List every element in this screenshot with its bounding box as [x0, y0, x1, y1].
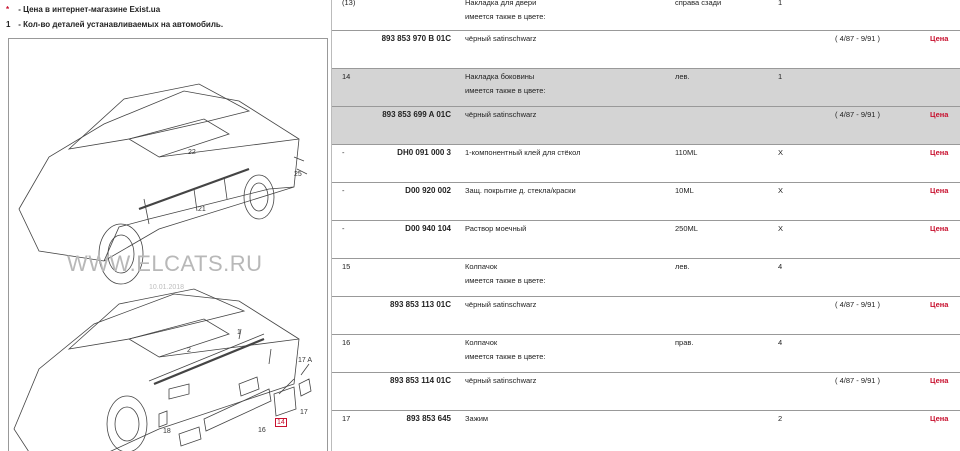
quantity-cell: X — [778, 148, 784, 157]
position-cell: 14 — [342, 72, 351, 81]
position-cell: 15 — [342, 262, 351, 271]
table-row[interactable] — [332, 259, 960, 297]
price-link[interactable]: Цена — [930, 300, 949, 309]
side-cell: лев. — [675, 262, 690, 271]
color-note-cell: имеется также в цвете: — [465, 276, 546, 285]
table-row[interactable] — [332, 411, 960, 451]
name-cell: Колпачок — [465, 262, 498, 271]
name-cell: Защ. покрытие д. стекла/краски — [465, 186, 576, 195]
date-range-cell: ( 4/87 - 9/91 ) — [835, 34, 881, 43]
name-cell: чёрный satinschwarz — [465, 300, 537, 309]
table-row-selected[interactable] — [332, 69, 960, 107]
car-drawing — [9, 39, 328, 451]
name-cell: Раствор моечный — [465, 224, 527, 233]
callout-label: 1 — [237, 329, 241, 336]
position-cell: 16 — [342, 338, 351, 347]
legend-row-price — [6, 4, 326, 19]
table-row[interactable] — [332, 373, 960, 411]
callout-label: 17 — [300, 409, 308, 416]
name-cell: чёрный satinschwarz — [465, 110, 537, 119]
callout-label-selected[interactable]: 14 — [277, 419, 285, 426]
quantity-cell: X — [778, 224, 784, 233]
legend-mark: 1 — [6, 20, 11, 29]
side-cell: 250ML — [675, 224, 698, 233]
parts-diagram — [8, 38, 328, 451]
callout-label: 25 — [294, 171, 302, 178]
name-cell: чёрный satinschwarz — [465, 376, 537, 385]
parts-table — [331, 0, 960, 451]
watermark: WWW.ELCATS.RU — [67, 251, 263, 276]
legend-row-quantity — [6, 19, 326, 34]
part-number-cell[interactable]: 893 853 970 B 01C — [381, 34, 451, 43]
table-row-selected[interactable] — [332, 107, 960, 145]
quantity-cell: 4 — [778, 262, 783, 271]
side-cell: 110ML — [675, 148, 698, 157]
table-row[interactable] — [332, 221, 960, 259]
name-cell: Накладка для двери — [465, 0, 537, 7]
callout-label: 16 — [258, 427, 266, 434]
table-row[interactable] — [332, 145, 960, 183]
part-number-cell[interactable]: D00 940 104 — [405, 224, 451, 233]
callout-label: 17 A — [298, 357, 313, 364]
quantity-cell: X — [778, 186, 784, 195]
callout-label: 2 — [187, 347, 191, 354]
quantity-cell: 4 — [778, 338, 783, 347]
date-range-cell: ( 4/87 - 9/91 ) — [835, 110, 881, 119]
position-cell: - — [342, 148, 345, 157]
watermark-date: 10.01.2018 — [149, 284, 185, 291]
legend — [6, 4, 326, 34]
color-note-cell: имеется также в цвете: — [465, 12, 546, 21]
table-row[interactable] — [332, 31, 960, 69]
callout-label: 22 — [188, 149, 196, 156]
position-cell: 17 — [342, 414, 351, 423]
name-cell: 1-компонентный клей для стёкол — [465, 148, 581, 157]
part-number-cell[interactable]: DH0 091 000 3 — [397, 148, 451, 157]
price-link[interactable]: Цена — [930, 414, 949, 423]
name-cell: чёрный satinschwarz — [465, 34, 537, 43]
side-cell: прав. — [675, 338, 694, 347]
name-cell: Накладка боковины — [465, 72, 535, 81]
callout-label: 21 — [198, 206, 206, 213]
position-cell: - — [342, 186, 345, 195]
price-link[interactable]: Цена — [930, 224, 949, 233]
legend-mark: * — [6, 5, 10, 14]
color-note-cell: имеется также в цвете: — [465, 86, 546, 95]
table-row[interactable] — [332, 297, 960, 335]
quantity-cell: 1 — [778, 0, 783, 7]
color-note-cell: имеется также в цвете: — [465, 352, 546, 361]
table-row[interactable] — [332, 183, 960, 221]
callout-label: 18 — [163, 428, 171, 435]
position-cell: (13) — [342, 0, 356, 7]
price-link[interactable]: Цена — [930, 148, 949, 157]
part-number-cell[interactable]: 893 853 114 01C — [390, 376, 451, 385]
side-cell: 10ML — [675, 186, 694, 195]
price-link[interactable]: Цена — [930, 110, 949, 119]
table-row[interactable] — [332, 335, 960, 373]
side-cell: справа сзади — [675, 0, 722, 7]
date-range-cell: ( 4/87 - 9/91 ) — [835, 376, 881, 385]
table-row[interactable] — [332, 0, 960, 31]
legend-text: - Цена в интернет-магазине Exist.ua — [18, 5, 161, 14]
quantity-cell: 1 — [778, 72, 783, 81]
part-number-cell[interactable]: 893 853 113 01C — [390, 300, 451, 309]
price-link[interactable]: Цена — [930, 376, 949, 385]
position-cell: - — [342, 224, 345, 233]
side-cell: лев. — [675, 72, 690, 81]
part-number-cell[interactable]: 893 853 699 A 01C — [382, 110, 451, 119]
part-number-cell[interactable]: 893 853 645 — [406, 414, 451, 423]
price-link[interactable]: Цена — [930, 186, 949, 195]
quantity-cell: 2 — [778, 414, 783, 423]
date-range-cell: ( 4/87 - 9/91 ) — [835, 300, 881, 309]
legend-text: - Кол-во деталей устанавливаемых на автомобиль. — [18, 20, 224, 29]
name-cell: Колпачок — [465, 338, 498, 347]
part-number-cell[interactable]: D00 920 002 — [405, 186, 451, 195]
name-cell: Зажим — [465, 414, 489, 423]
price-link[interactable]: Цена — [930, 34, 949, 43]
